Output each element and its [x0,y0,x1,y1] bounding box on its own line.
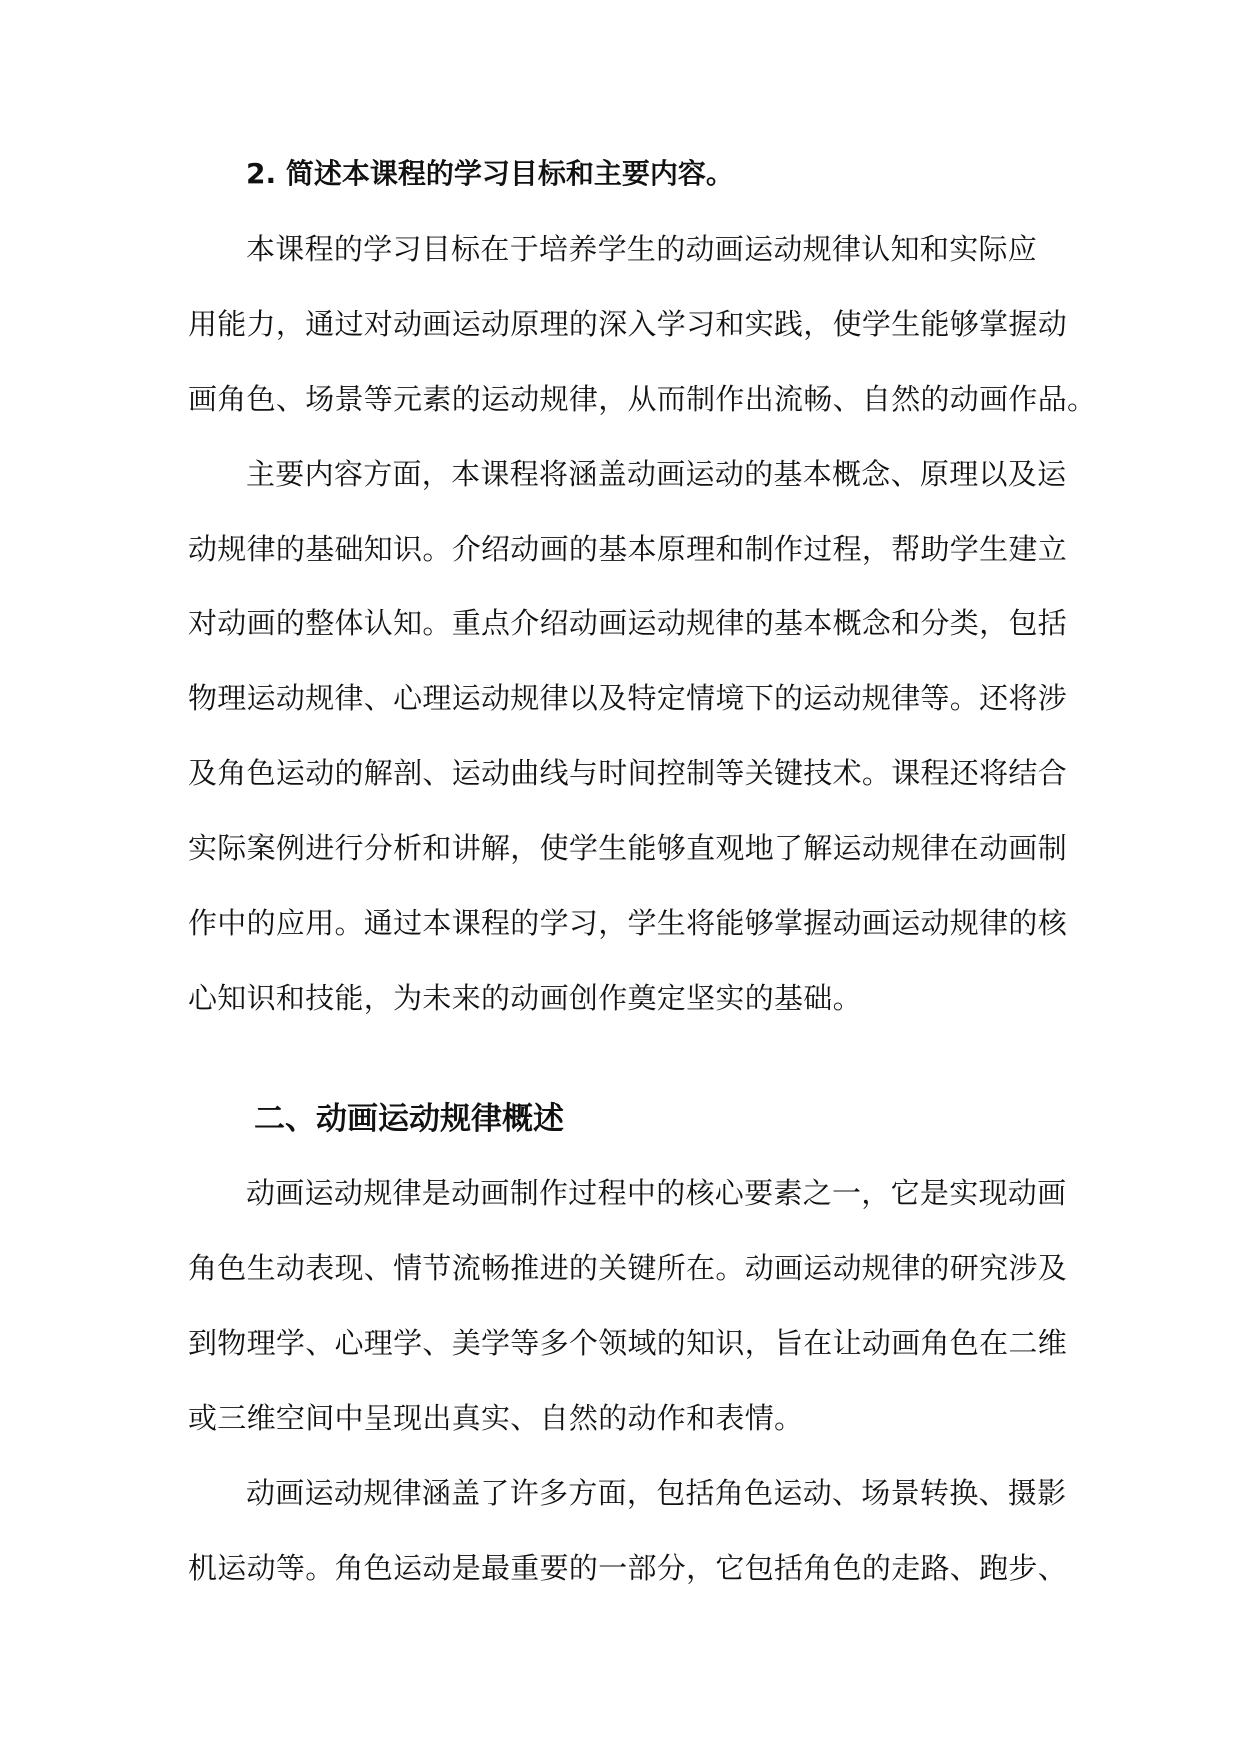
paragraph-line: 物理运动规律、心理运动规律以及特定情境下的运动规律等。还将涉 [188,681,1068,715]
section-heading: 二、动画运动规律概述 [254,1101,564,1137]
paragraph-line: 到物理学、心理学、美学等多个领域的知识，旨在让动画角色在二维 [188,1326,1068,1360]
paragraph-line: 或三维空间中呈现出真实、自然的动作和表情。 [188,1401,804,1435]
paragraph-line: 主要内容方面，本课程将涵盖动画运动的基本概念、原理以及运 [246,457,1067,491]
question-heading: 2. 简述本课程的学习目标和主要内容。 [246,157,734,190]
paragraph-line: 动画运动规律是动画制作过程中的核心要素之一，它是实现动画 [246,1176,1067,1210]
paragraph-line: 心知识和技能，为未来的动画创作奠定坚实的基础。 [188,981,862,1015]
paragraph-line: 机运动等。角色运动是最重要的一部分，它包括角色的走路、跑步、 [188,1551,1068,1585]
paragraph-line: 实际案例进行分析和讲解，使学生能够直观地了解运动规律在动画制 [188,831,1068,865]
paragraph-line: 作中的应用。通过本课程的学习，学生将能够掌握动画运动规律的核 [188,906,1068,940]
paragraph-line: 对动画的整体认知。重点介绍动画运动规律的基本概念和分类，包括 [188,606,1068,640]
paragraph-line: 本课程的学习目标在于培养学生的动画运动规律认知和实际应 [246,232,1038,266]
paragraph-line: 画角色、场景等元素的运动规律，从而制作出流畅、自然的动画作品。 [188,382,1097,416]
paragraph-line: 及角色运动的解剖、运动曲线与时间控制等关键技术。课程还将结合 [188,756,1068,790]
paragraph-line: 角色生动表现、情节流畅推进的关键所在。动画运动规律的研究涉及 [188,1251,1068,1285]
paragraph-line: 动规律的基础知识。介绍动画的基本原理和制作过程，帮助学生建立 [188,532,1068,566]
paragraph-line: 动画运动规律涵盖了许多方面，包括角色运动、场景转换、摄影 [246,1476,1067,1510]
paragraph-line: 用能力，通过对动画运动原理的深入学习和实践，使学生能够掌握动 [188,307,1068,341]
